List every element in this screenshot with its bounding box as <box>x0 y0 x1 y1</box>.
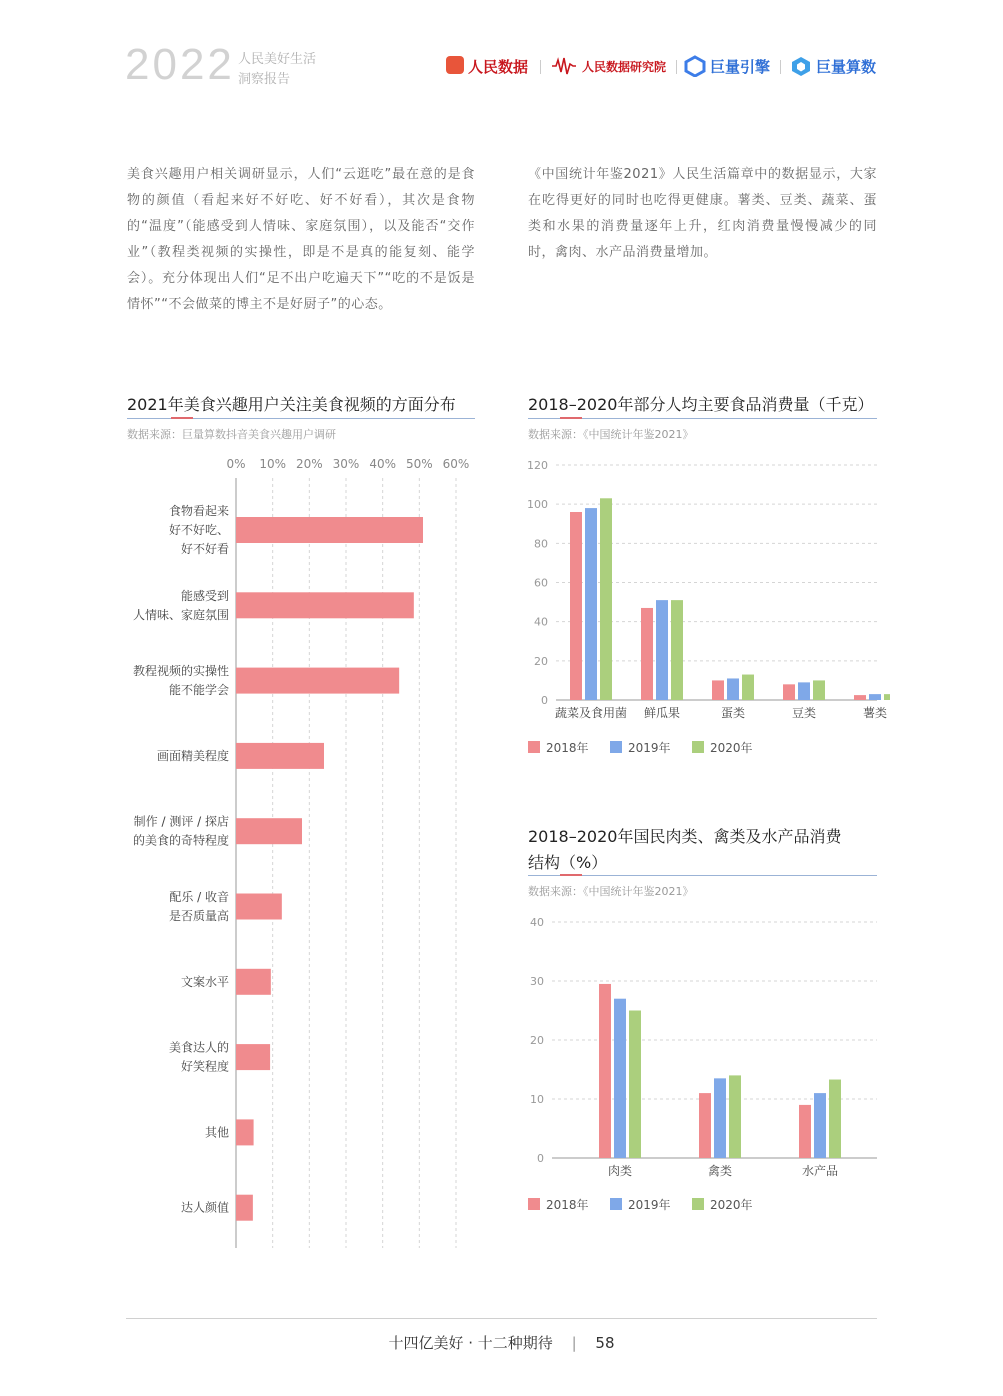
chart1-xtick-label: 20% <box>295 457 323 471</box>
chart2-title: 2018–2020年部分人均主要食品消费量（千克） <box>528 395 874 414</box>
chart3-bar <box>614 999 626 1158</box>
chart3-legend-label: 2018年 <box>546 1198 589 1212</box>
logo-divider <box>676 60 677 74</box>
intro-right-paragraph: 《中国统计年鉴2021》人民生活篇章中的数据显示，大家在吃得更好的同时也吃得更健康。薯类、豆类、蔬菜、蛋类和水果的消费量逐年上升，红肉消费量慢慢减少的同时，禽肉、水产品消费量增加。 <box>528 167 877 260</box>
chart1-category-label: 达人颜值 <box>180 1200 229 1215</box>
chart3-category-label: 肉类 <box>607 1164 633 1178</box>
chart1-bar <box>236 668 399 694</box>
chart3-bar <box>629 1011 641 1159</box>
report-title-line2: 洞察报告 <box>238 72 291 87</box>
chart2-bar <box>798 682 810 700</box>
chart3-title-line2: 结构（%） <box>528 853 608 872</box>
chart3-bar <box>729 1075 741 1158</box>
chart3-category-label: 禽类 <box>707 1164 733 1178</box>
chart2-bar <box>600 498 612 700</box>
chart1-xtick-label: 40% <box>369 457 397 471</box>
footer <box>0 1332 1003 1353</box>
chart3-title-line1: 2018–2020年国民肉类、禽类及水产品消费 <box>528 827 842 846</box>
chart1-category-label: 好笑程度 <box>180 1059 229 1074</box>
chart1-xtick-label: 60% <box>442 457 470 471</box>
chart1-bar <box>236 592 414 618</box>
chart1-title-accent <box>171 417 193 419</box>
chart2-source: 数据来源：《中国统计年鉴2021》 <box>528 428 694 441</box>
chart2-ytick-label: 0 <box>541 694 548 707</box>
chart2-category-label: 鲜瓜果 <box>643 706 681 720</box>
chart2-legend-swatch <box>692 741 704 753</box>
chart1-bar <box>236 517 423 543</box>
ocean-engine-icon <box>684 55 706 77</box>
chart1-category-label: 制作 / 测评 / 探店 <box>133 814 229 829</box>
ocean-engine-logo: 巨量引擎 <box>710 58 771 76</box>
footer-separator: | <box>571 1334 577 1352</box>
chart1-xtick-label: 30% <box>332 457 360 471</box>
chart3-ytick-label: 0 <box>537 1152 544 1165</box>
page-number: 58 <box>595 1334 615 1352</box>
chart3-legend-label: 2019年 <box>628 1198 671 1212</box>
chart2-legend-label: 2019年 <box>628 741 671 755</box>
logo-divider <box>540 60 541 74</box>
chart3-svg <box>520 908 890 1220</box>
chart2-category-label: 蛋类 <box>720 706 746 720</box>
chart2-bar <box>656 600 668 700</box>
chart2-bar <box>712 680 724 700</box>
chart1-category-label: 文案水平 <box>180 974 229 989</box>
chart1-xtick-label: 10% <box>259 457 287 471</box>
chart1-xtick-label: 0% <box>226 457 246 471</box>
chart3-legend-swatch <box>692 1198 704 1210</box>
chart3-bar <box>829 1080 841 1158</box>
chart2-bar <box>783 684 795 700</box>
intro-left-paragraph: 美食兴趣用户相关调研显示，人们“云逛吃”最在意的是食物的颜值（看起来好不好吃、好不好看），其次是食物的“温度”（能感受到人情味、家庭氛围），以及能否“交作业”（教程类视频的实操性，即是不是真的能复刻、能学会）。充分体现出人们“足不出户吃遍天下”“吃的不是饭是情怀”“不会做菜的博主不是好厨子”的心态。 <box>127 167 475 312</box>
report-year: 2022 <box>125 40 235 89</box>
chart2-category-label: 薯类 <box>862 706 888 720</box>
chart2-ytick-label: 40 <box>534 615 548 629</box>
people-data-logo: 人民数据 <box>468 58 529 76</box>
chart2-ytick-label: 80 <box>534 537 548 551</box>
chart2-ytick-label: 120 <box>527 459 548 472</box>
chart2-bar <box>570 512 582 700</box>
chart3-bar <box>714 1078 726 1158</box>
chart3-category-label: 水产品 <box>801 1164 839 1178</box>
chart1-category-label: 其他 <box>204 1125 229 1140</box>
logo-divider <box>780 60 781 74</box>
chart2-bar <box>671 600 683 700</box>
ocean-index-icon <box>790 55 812 77</box>
chart3-legend-swatch <box>528 1198 540 1210</box>
chart3-legend-swatch <box>610 1198 622 1210</box>
chart1-bar <box>236 818 302 844</box>
chart1-bar <box>236 1044 270 1070</box>
chart1-category-label: 能不能学会 <box>168 683 229 698</box>
footer-divider <box>126 1318 877 1319</box>
chart1-category-label: 好不好看 <box>180 542 229 556</box>
chart3-legend-label: 2020年 <box>710 1198 753 1212</box>
waveform-icon <box>550 56 578 76</box>
chart1-svg <box>120 450 480 1250</box>
chart2-category-label: 蔬菜及食用菌 <box>554 706 628 720</box>
chart1-xtick-label: 50% <box>405 457 433 471</box>
report-title-line1: 人民美好生活 <box>238 52 317 67</box>
chart2-bar <box>641 608 653 700</box>
chart2-bar <box>869 694 881 700</box>
chart3-ytick-label: 40 <box>530 916 544 929</box>
chart2-legend-label: 2020年 <box>710 741 753 755</box>
chart3-source: 数据来源：《中国统计年鉴2021》 <box>528 885 694 898</box>
chart3-ytick-label: 10 <box>530 1093 544 1106</box>
chart1-bar <box>236 969 271 995</box>
chart2-legend-swatch <box>610 741 622 753</box>
people-data-logo-icon <box>446 56 464 74</box>
chart2-legend-label: 2018年 <box>546 741 589 755</box>
chart1-category-label: 人情味、家庭氛围 <box>132 607 229 622</box>
chart1-bar <box>236 1195 253 1221</box>
chart1-title: 2021年美食兴趣用户关注美食视频的方面分布 <box>127 395 456 414</box>
chart2-title-accent <box>560 417 582 419</box>
chart2-ytick-label: 20 <box>534 654 548 668</box>
chart1-category-label: 能感受到 <box>180 588 229 603</box>
chart2-legend-swatch <box>528 741 540 753</box>
chart1-category-label: 好不好吃、 <box>168 523 229 537</box>
chart2-ytick-label: 60 <box>534 576 548 590</box>
chart3-title-accent <box>560 874 582 876</box>
chart2-svg <box>520 452 890 762</box>
chart3-bar <box>599 984 611 1158</box>
chart2-bar <box>854 695 866 700</box>
chart3-bar <box>799 1105 811 1158</box>
chart2-bar <box>813 680 825 700</box>
chart3-ytick-label: 20 <box>530 1034 544 1047</box>
chart1-category-label: 的美食的奇特程度 <box>132 833 229 848</box>
chart1-source: 数据来源：巨量算数抖音美食兴趣用户调研 <box>127 428 336 441</box>
chart1-bar <box>236 743 324 769</box>
chart1-bar <box>236 894 282 920</box>
chart2-bar <box>585 508 597 700</box>
ocean-index-logo: 巨量算数 <box>816 58 877 76</box>
chart1-category-label: 食物看起来 <box>168 504 229 518</box>
chart1-bar <box>236 1119 254 1145</box>
chart3-bar <box>699 1093 711 1158</box>
people-data-institute-logo: 人民数据研究院 <box>582 60 667 74</box>
chart2-category-label: 豆类 <box>791 706 817 720</box>
chart2-bar <box>884 694 890 700</box>
chart1-category-label: 画面精美程度 <box>156 748 229 763</box>
chart1-category-label: 教程视频的实操性 <box>132 664 229 679</box>
chart1-category-label: 配乐 / 收音 <box>169 890 229 904</box>
chart1-category-label: 美食达人的 <box>168 1040 229 1055</box>
chart1-category-label: 是否质量高 <box>168 909 229 923</box>
footer-slogan: 十四亿美好 · 十二种期待 <box>388 1334 553 1352</box>
chart2-bar <box>742 675 754 700</box>
chart3-bar <box>814 1093 826 1158</box>
chart3-ytick-label: 30 <box>530 975 544 988</box>
chart2-ytick-label: 100 <box>527 498 548 512</box>
chart2-bar <box>727 678 739 700</box>
